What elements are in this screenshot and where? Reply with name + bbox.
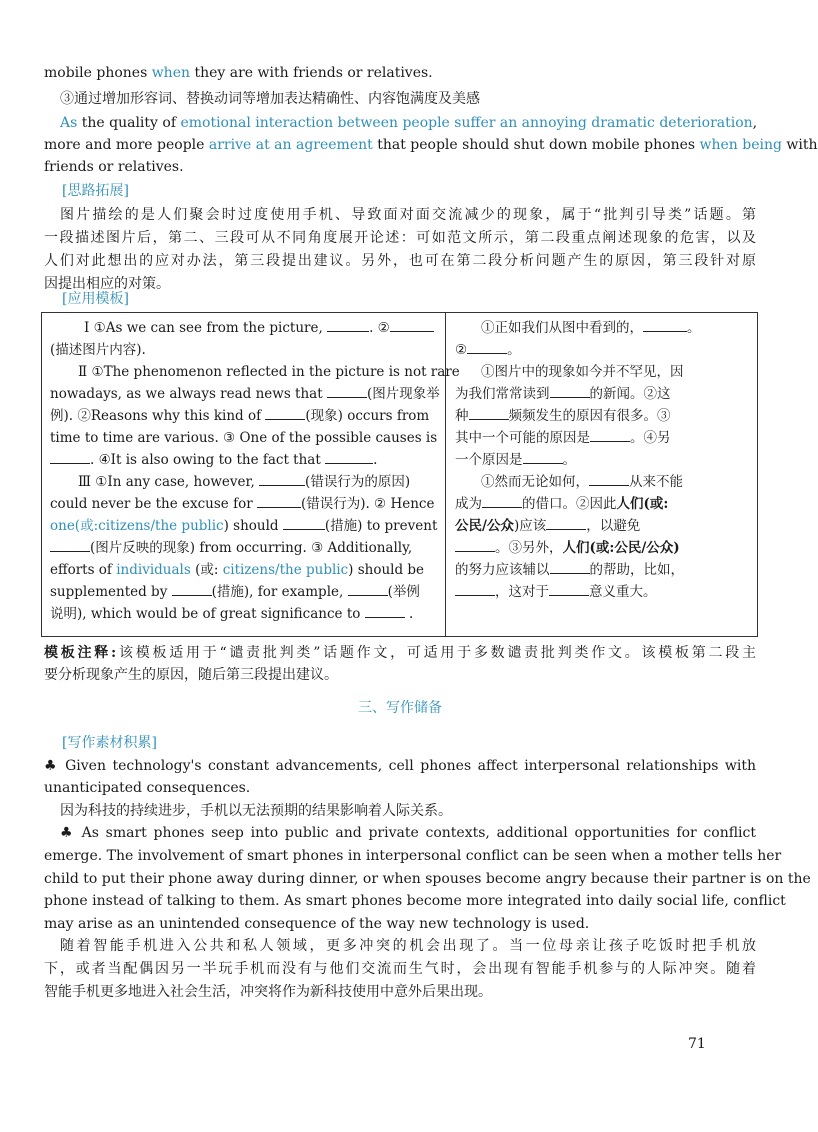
fill-blank xyxy=(550,559,590,574)
highlight-span: citizens/the public xyxy=(222,562,349,578)
template-line xyxy=(50,515,438,537)
template-line xyxy=(50,581,438,603)
template-line xyxy=(455,427,751,449)
highlight-span: individuals xyxy=(116,562,191,578)
text-line: 图片描绘的是人们聚会时过度使用手机、导致面对面交流减少的现象，属于“批判引导类”话题。第 xyxy=(60,207,756,223)
template-line xyxy=(455,537,751,559)
fill-blank xyxy=(469,405,509,420)
fill-blank xyxy=(50,449,90,464)
text-span: 。 xyxy=(562,452,576,468)
template-note xyxy=(44,642,756,664)
text-line: 人们对此想出的应对办法，第三段提出建议。另外，也可在第二段分析问题产生的原因，第三段针对原 xyxy=(44,253,756,269)
text-span: ①然而无论如何， xyxy=(481,474,589,490)
text-span: )应该 xyxy=(513,518,547,534)
fill-blank xyxy=(365,603,405,618)
fill-blank xyxy=(327,317,369,332)
text-span: nowadays, as we always read news that xyxy=(50,386,327,402)
text-span: (现象) occurs from xyxy=(305,408,430,424)
text-line xyxy=(60,822,756,844)
section-header: [思路拓展] xyxy=(62,183,129,199)
text-span: 其中一个可能的原因是 xyxy=(455,430,590,446)
highlight-span: As xyxy=(60,115,78,131)
text-line xyxy=(60,112,756,134)
text-line xyxy=(44,134,818,156)
template-line: (描述图片内容). xyxy=(50,342,146,358)
text-span: 成为 xyxy=(455,496,482,512)
text-span: the quality of xyxy=(77,115,181,131)
text-span: 例). ②Reasons why this kind of xyxy=(50,408,266,424)
template-line xyxy=(50,317,438,339)
text-line: 一段描述图片后，第二、三段可从不同角度展开论述：可如范文所示，第二段重点阐述现象的危害，以及 xyxy=(44,230,756,246)
text-line xyxy=(44,755,756,777)
text-span: 该模板适用于“谴责批判类”话题作文，可适用于多数谴责批判类作文。该模板第二段主 xyxy=(116,645,757,661)
template-line xyxy=(455,493,751,515)
fill-blank xyxy=(643,317,687,332)
text-span: , xyxy=(752,115,758,131)
text-span: . ④It is also owing to the fact that xyxy=(90,452,326,468)
text-span: that people should shut down mobile phones xyxy=(372,137,700,153)
text-line: child to put their phone away during dinner, or when spouses become angry because their partner is on the xyxy=(44,871,811,887)
text-span: 为我们常常读到 xyxy=(455,386,550,402)
text-line: may arise as an unintended consequence of the way new technology is used. xyxy=(44,916,590,932)
text-line: phone instead of talking to them. As smart phones become more integrated into daily social life, conflict xyxy=(44,893,786,909)
template-chinese-column xyxy=(455,317,751,603)
template-line: ①图片中的现象如今并不罕见，因 xyxy=(481,364,684,380)
fill-blank xyxy=(283,515,325,530)
template-line xyxy=(50,603,438,625)
template-line xyxy=(455,449,751,471)
text-span: As smart phones seep into public and private contexts, additional opportunities for conflict xyxy=(74,825,756,841)
template-line: time to time are various. ③ One of the possible causes is xyxy=(50,430,438,446)
bold-span: 人们(或:公民/公众) xyxy=(562,540,680,556)
text-line: 下，或者当配偶因另一半玩手机而没有与他们交流而生气时，会出现有智能手机参与的人际冲突。随着 xyxy=(44,961,756,977)
club-icon: ♣ xyxy=(60,825,75,841)
text-line xyxy=(44,62,756,84)
template-line xyxy=(50,559,438,581)
text-span: ①正如我们从图中看到的， xyxy=(481,320,643,336)
text-span: . ② xyxy=(369,320,390,336)
text-span: 一个原因是 xyxy=(455,452,523,468)
fill-blank xyxy=(390,317,434,332)
template-box xyxy=(41,312,758,637)
text-span: ) should xyxy=(223,518,283,534)
template-line xyxy=(455,339,751,361)
text-span: 说明), which would be of great significance to xyxy=(50,606,365,622)
fill-blank xyxy=(172,581,212,596)
template-line: Ⅱ ①The phenomenon reflected in the picture is not rare xyxy=(78,364,460,380)
text-line: 因提出相应的对策。 xyxy=(44,276,170,292)
text-span: 。 xyxy=(687,320,701,336)
text-span: 的新闻。②这 xyxy=(589,386,671,402)
text-line: friends or relatives. xyxy=(44,159,184,175)
text-span: ，这对于 xyxy=(495,584,549,600)
text-span: Ⅲ ①In any case, however, xyxy=(78,474,260,490)
text-span: (错误行为). ② Hence xyxy=(300,496,435,512)
text-span: efforts of xyxy=(50,562,117,578)
template-line xyxy=(50,537,438,559)
bold-span: 公民/公众 xyxy=(455,518,514,534)
fill-blank xyxy=(590,427,630,442)
fill-blank xyxy=(259,471,305,486)
text-span: 的借口。②因此 xyxy=(522,496,617,512)
text-span: 种 xyxy=(455,408,469,424)
fill-blank xyxy=(550,383,590,398)
text-span: 的帮助，比如， xyxy=(589,562,684,578)
text-span: (措施), for example, xyxy=(211,584,348,600)
text-span: . xyxy=(373,452,378,468)
template-line xyxy=(50,383,438,405)
fill-blank xyxy=(482,493,522,508)
bold-span: 人们(或: xyxy=(616,496,669,512)
text-span: ，以避免 xyxy=(586,518,641,534)
template-line xyxy=(455,471,751,493)
highlight-span: emotional interaction between people suffer an annoying dramatic deterioration xyxy=(180,115,753,131)
highlight-span: when being xyxy=(699,137,782,153)
text-line: 智能手机更多地进入社会生活，冲突将作为新科技使用中意外后果出现。 xyxy=(44,984,492,1000)
text-span: (举例 xyxy=(387,584,420,600)
template-line xyxy=(50,471,438,493)
fill-blank xyxy=(589,471,629,486)
fill-blank xyxy=(455,581,495,596)
text-line: emerge. The involvement of smart phones in interpersonal conflict can be seen when a mother tells her xyxy=(44,848,782,864)
text-line: unanticipated consequences. xyxy=(44,780,251,796)
text-span: (图片反映的现象) from occurring. ③ Additionally, xyxy=(90,540,413,556)
template-line xyxy=(50,405,438,427)
section-title: 三、写作储备 xyxy=(358,700,442,716)
text-span: could never be the excuse for xyxy=(50,496,257,512)
highlight-span: citizens/the public xyxy=(98,518,224,534)
text-span: (措施) to prevent xyxy=(324,518,438,534)
text-span: (图片现象举 xyxy=(366,386,440,402)
fill-blank xyxy=(455,537,495,552)
text-span: supplemented by xyxy=(50,584,172,600)
section-header: [写作素材积累] xyxy=(62,735,157,751)
template-line xyxy=(455,515,751,537)
fill-blank xyxy=(50,537,90,552)
text-span: with xyxy=(781,137,818,153)
text-span: (或: xyxy=(190,562,223,578)
text-span: mobile phones xyxy=(44,65,152,81)
fill-blank xyxy=(265,405,305,420)
fill-blank xyxy=(523,449,563,464)
fill-blank xyxy=(257,493,301,508)
text-span: 意义重大。 xyxy=(589,584,657,600)
template-line xyxy=(50,493,438,515)
text-line: 因为科技的持续进步，手机以无法预期的结果影响着人际关系。 xyxy=(60,803,452,819)
text-span: 。③另外， xyxy=(495,540,563,556)
template-line xyxy=(455,559,751,581)
text-span: . xyxy=(404,606,414,622)
text-span: 的努力应该辅以 xyxy=(455,562,550,578)
highlight-span: one(或: xyxy=(50,518,99,534)
fill-blank xyxy=(325,449,373,464)
template-line xyxy=(50,449,438,471)
fill-blank xyxy=(327,383,367,398)
tip-line: ③通过增加形容词、替换动词等增加表达精确性、内容饱满度及美感 xyxy=(60,91,480,107)
template-line xyxy=(455,405,751,427)
text-span: ② xyxy=(455,342,468,358)
text-span: more and more people xyxy=(44,137,209,153)
text-span: (错误行为的原因) xyxy=(305,474,411,490)
fill-blank xyxy=(467,339,507,354)
page-number: 71 xyxy=(688,1036,706,1052)
text-line: 要分析现象产生的原因，随后第三段提出建议。 xyxy=(44,667,338,683)
note-label: 模板注释: xyxy=(44,645,117,661)
template-line xyxy=(455,581,751,603)
text-span: Ⅰ ①As we can see from the picture, xyxy=(84,320,328,336)
text-span: ) should be xyxy=(348,562,425,578)
template-line xyxy=(455,383,751,405)
highlight-span: arrive at an agreement xyxy=(208,137,373,153)
section-header: [应用模板] xyxy=(62,291,129,307)
template-line xyxy=(455,317,751,339)
text-line: 随着智能手机进入公共和私人领域，更多冲突的机会出现了。当一位母亲让孩子吃饭时把手机放 xyxy=(60,938,756,954)
highlight-span: when xyxy=(151,65,191,81)
template-english-column xyxy=(50,317,460,625)
text-span: 。④另 xyxy=(630,430,671,446)
text-span: Given technology's constant advancements, cell phones affect interpersonal relationships with xyxy=(58,758,756,774)
fill-blank xyxy=(546,515,586,530)
fill-blank xyxy=(348,581,388,596)
text-span: 。 xyxy=(507,342,521,358)
club-icon: ♣ xyxy=(44,758,59,774)
text-span: 从来不能 xyxy=(629,474,683,490)
fill-blank xyxy=(549,581,589,596)
text-span: 频频发生的原因有很多。③ xyxy=(508,408,671,424)
text-span: they are with friends or relatives. xyxy=(190,65,433,81)
